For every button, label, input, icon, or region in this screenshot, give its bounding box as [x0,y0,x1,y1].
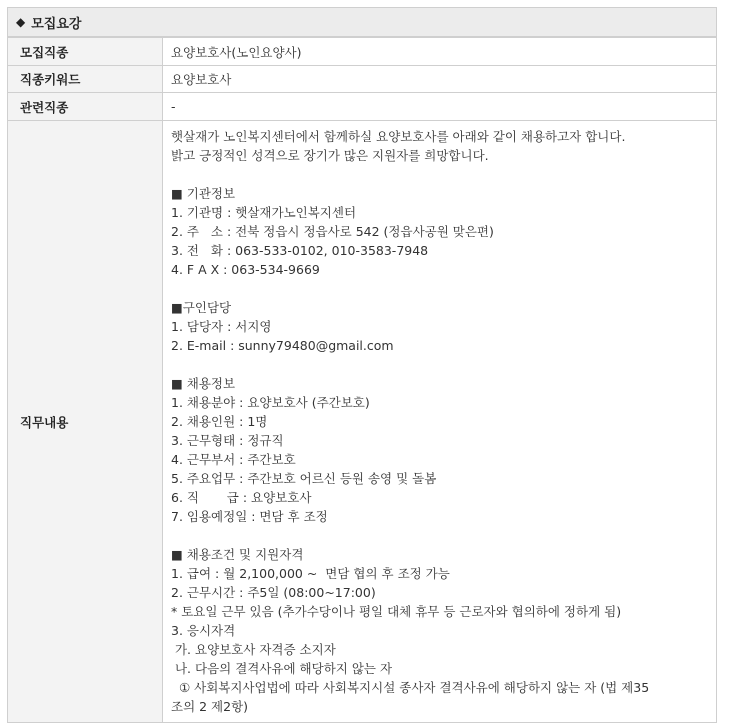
row-label-job-type: 모집직종 [8,38,163,66]
duty-description [163,121,717,723]
duty-line: ■구인담당 [171,300,232,315]
table-row [8,66,717,93]
row-label-duty: 직무내용 [8,121,163,723]
duty-line: 3. 응시자격 [171,623,236,638]
duty-line: 2. E-mail : sunny79480@gmail.com [171,338,394,353]
duty-line: 3. 근무형태 : 정규직 [171,433,284,448]
duty-line [171,355,716,374]
recruitment-section [7,7,717,723]
duty-line: 1. 담당자 : 서지영 [171,319,272,334]
duty-line: ■ 채용정보 [171,376,236,391]
duty-line: ■ 기관정보 [171,186,236,201]
duty-line [171,279,716,298]
recruitment-table [7,37,717,723]
duty-line: 2. 채용인원 : 1명 [171,414,268,429]
row-label-keyword: 직종키워드 [8,66,163,93]
row-label-related: 관련직종 [8,93,163,121]
section-title: 모집요강 [31,16,82,32]
duty-line: 1. 채용분야 : 요양보호사 (주간보호) [171,395,370,410]
duty-line: 7. 임용예정일 : 면담 후 조정 [171,509,328,524]
row-value-keyword: 요양보호사 [163,66,717,93]
row-value-related: - [163,93,717,121]
duty-line: 가. 요양보호사 자격증 소지자 [171,642,336,657]
row-value-job-type: 요양보호사(노인요양사) [163,38,717,66]
duty-line: 조의 2 제2항) [171,699,249,714]
duty-line: ① 사회복지사업법에 따라 사회복지시설 종사자 결격사유에 해당하지 않는 자 (법 제35 [171,680,650,695]
duty-line: 2. 근무시간 : 주5일 (08:00~17:00) [171,585,376,600]
diamond-icon: ◆ [16,15,26,29]
duty-line: 4. F A X : 063-534-9669 [171,262,320,277]
duty-line: 3. 전 화 : 063-533-0102, 010-3583-7948 [171,243,429,258]
duty-line: 1. 기관명 : 햇살재가노인복지센터 [171,205,357,220]
duty-line [171,165,716,184]
duty-line: 6. 직 급 : 요양보호사 [171,490,312,505]
duty-lines [171,127,716,716]
section-header [7,7,717,37]
duty-line: 햇살재가 노인복지센터에서 함께하실 요양보호사를 아래와 같이 채용하고자 합니다. [171,129,626,144]
table-row [8,121,717,723]
duty-line: 밝고 긍정적인 성격으로 장기가 많은 지원자를 희망합니다. [171,148,489,163]
duty-line: 1. 급여 : 월 2,100,000 ~ 면담 협의 후 조정 가능 [171,566,450,581]
duty-line: 5. 주요업무 : 주간보호 어르신 등원 송영 및 돌봄 [171,471,437,486]
duty-line: ■ 채용조건 및 지원자격 [171,547,304,562]
table-row [8,38,717,66]
table-row [8,93,717,121]
duty-line: 나. 다음의 결격사유에 해당하지 않는 자 [171,661,393,676]
duty-line [171,526,716,545]
duty-line: 4. 근무부서 : 주간보호 [171,452,296,467]
duty-line: * 토요일 근무 있음 (추가수당이나 평일 대체 휴무 등 근로자와 협의하에 정하게 됨) [171,604,622,619]
duty-line: 2. 주 소 : 전북 정읍시 정읍사로 542 (정읍사공원 맞은편) [171,224,494,239]
